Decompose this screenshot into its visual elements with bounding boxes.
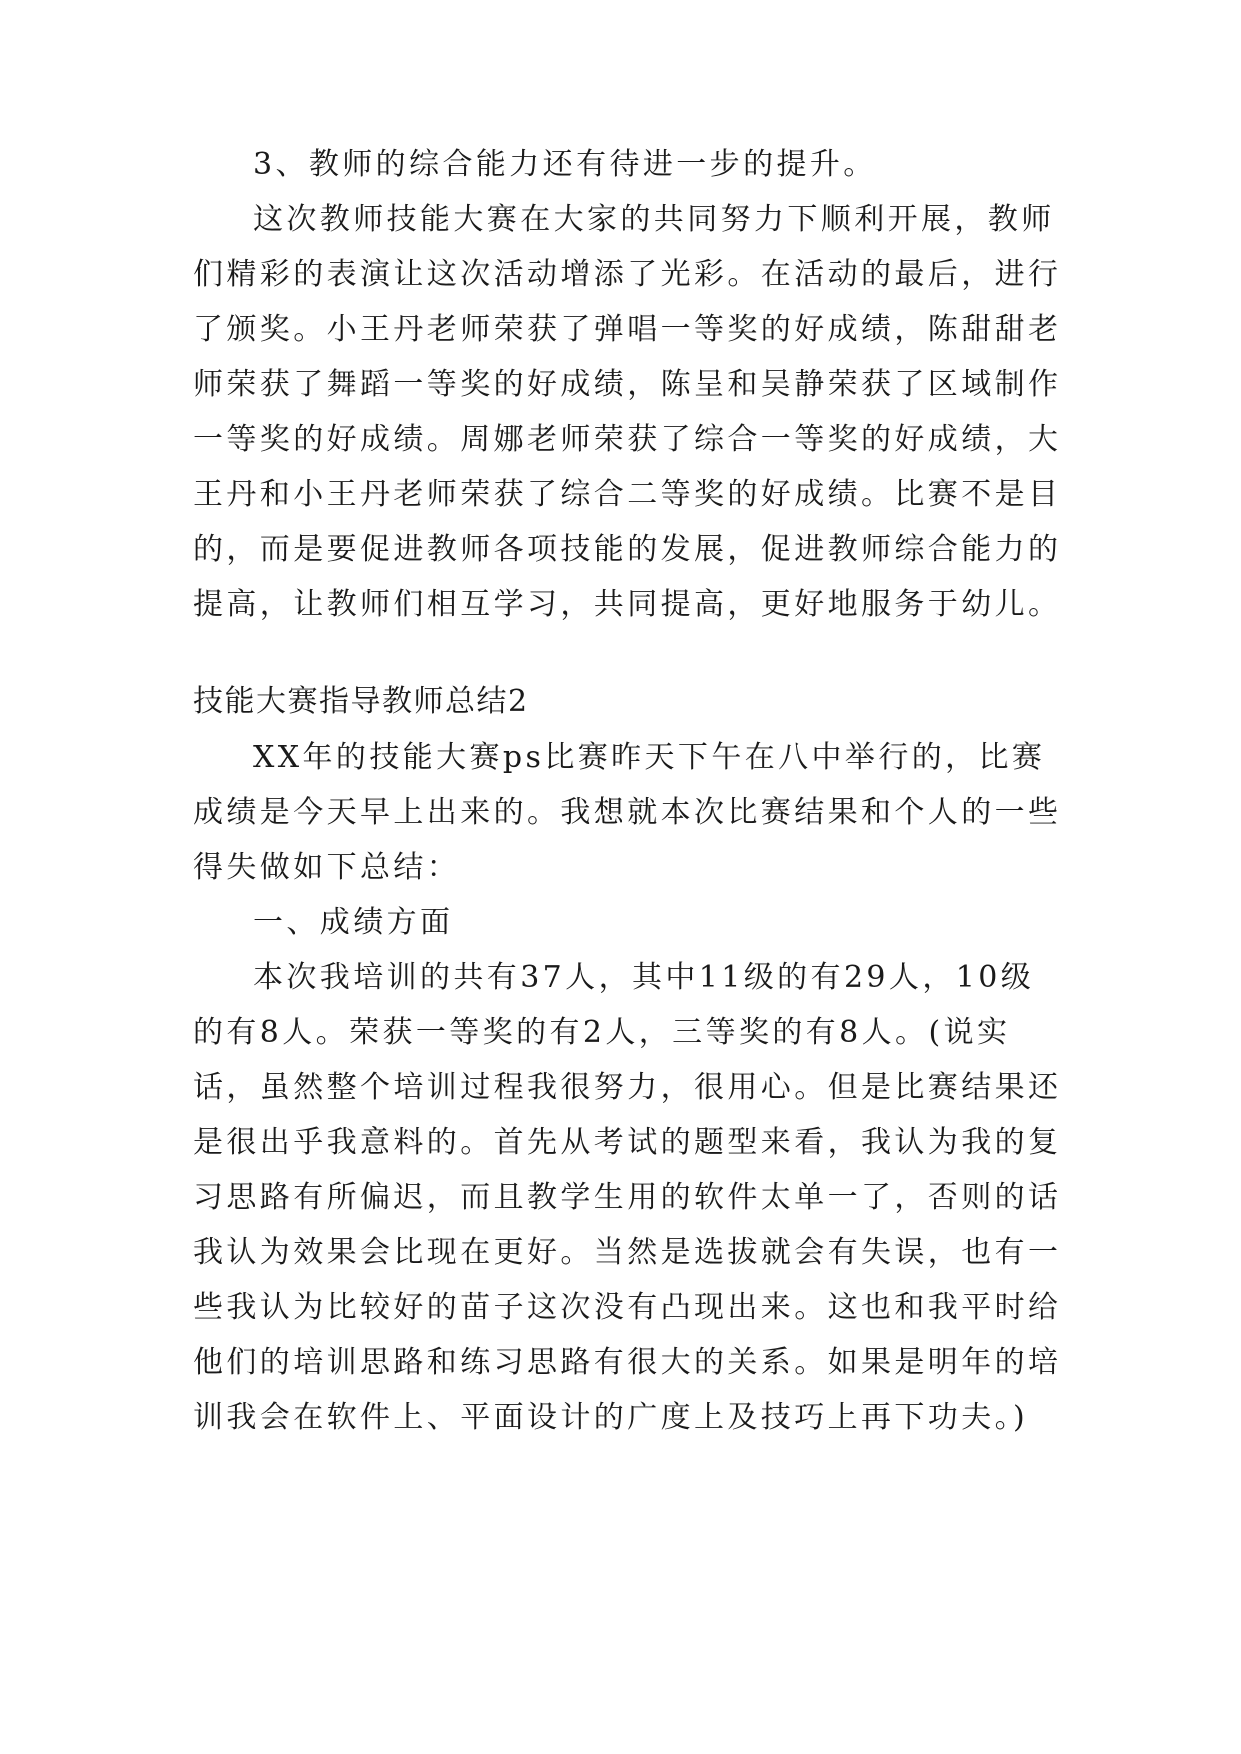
paragraph-line: 提高，让教师们相互学习，共同提高，更好地服务于幼儿。 (193, 587, 1062, 622)
paragraph-line: 王丹和小王丹老师荣获了综合二等奖的好成绩。比赛不是目 (193, 477, 1062, 512)
subheading-line: 一、成绩方面 (253, 905, 454, 940)
paragraph-line: 了颁奖。小王丹老师荣获了弹唱一等奖的好成绩，陈甜甜老 (193, 312, 1062, 347)
paragraph-line: XX年的技能大赛ps比赛昨天下午在八中举行的，比赛 (253, 740, 1046, 775)
paragraph-line: 师荣获了舞蹈一等奖的好成绩，陈呈和吴静荣获了区域制作 (193, 367, 1062, 402)
paragraph-line: 这次教师技能大赛在大家的共同努力下顺利开展，教师 (253, 202, 1055, 237)
paragraph-line: 成绩是今天早上出来的。我想就本次比赛结果和个人的一些 (193, 795, 1062, 830)
paragraph-line: 习思路有所偏迟，而且教学生用的软件太单一了，否则的话 (193, 1180, 1062, 1215)
section-heading: 技能大赛指导教师总结2 (193, 684, 529, 719)
paragraph-line: 的，而是要促进教师各项技能的发展，促进教师综合能力的 (193, 532, 1062, 567)
paragraph-line: 本次我培训的共有37人，其中11级的有29人，10级 (253, 960, 1035, 995)
paragraph-line: 的有8人。荣获一等奖的有2人，三等奖的有8人。(说实 (193, 1015, 1011, 1050)
paragraph-line: 训我会在软件上、平面设计的广度上及技巧上再下功夫。) (193, 1400, 1029, 1435)
paragraph-line: 一等奖的好成绩。周娜老师荣获了综合一等奖的好成绩，大 (193, 422, 1062, 457)
paragraph-line: 我认为效果会比现在更好。当然是选拔就会有失误，也有一 (193, 1235, 1062, 1270)
paragraph-line: 话，虽然整个培训过程我很努力，很用心。但是比赛结果还 (193, 1070, 1062, 1105)
paragraph-line: 3、教师的综合能力还有待进一步的提升。 (253, 147, 877, 182)
paragraph-line: 是很出乎我意料的。首先从考试的题型来看，我认为我的复 (193, 1125, 1062, 1160)
paragraph-line: 们精彩的表演让这次活动增添了光彩。在活动的最后，进行 (193, 257, 1062, 292)
paragraph-line: 些我认为比较好的苗子这次没有凸现出来。这也和我平时给 (193, 1290, 1062, 1325)
paragraph-line: 他们的培训思路和练习思路有很大的关系。如果是明年的培 (193, 1345, 1062, 1380)
paragraph-line: 得失做如下总结： (193, 850, 461, 885)
